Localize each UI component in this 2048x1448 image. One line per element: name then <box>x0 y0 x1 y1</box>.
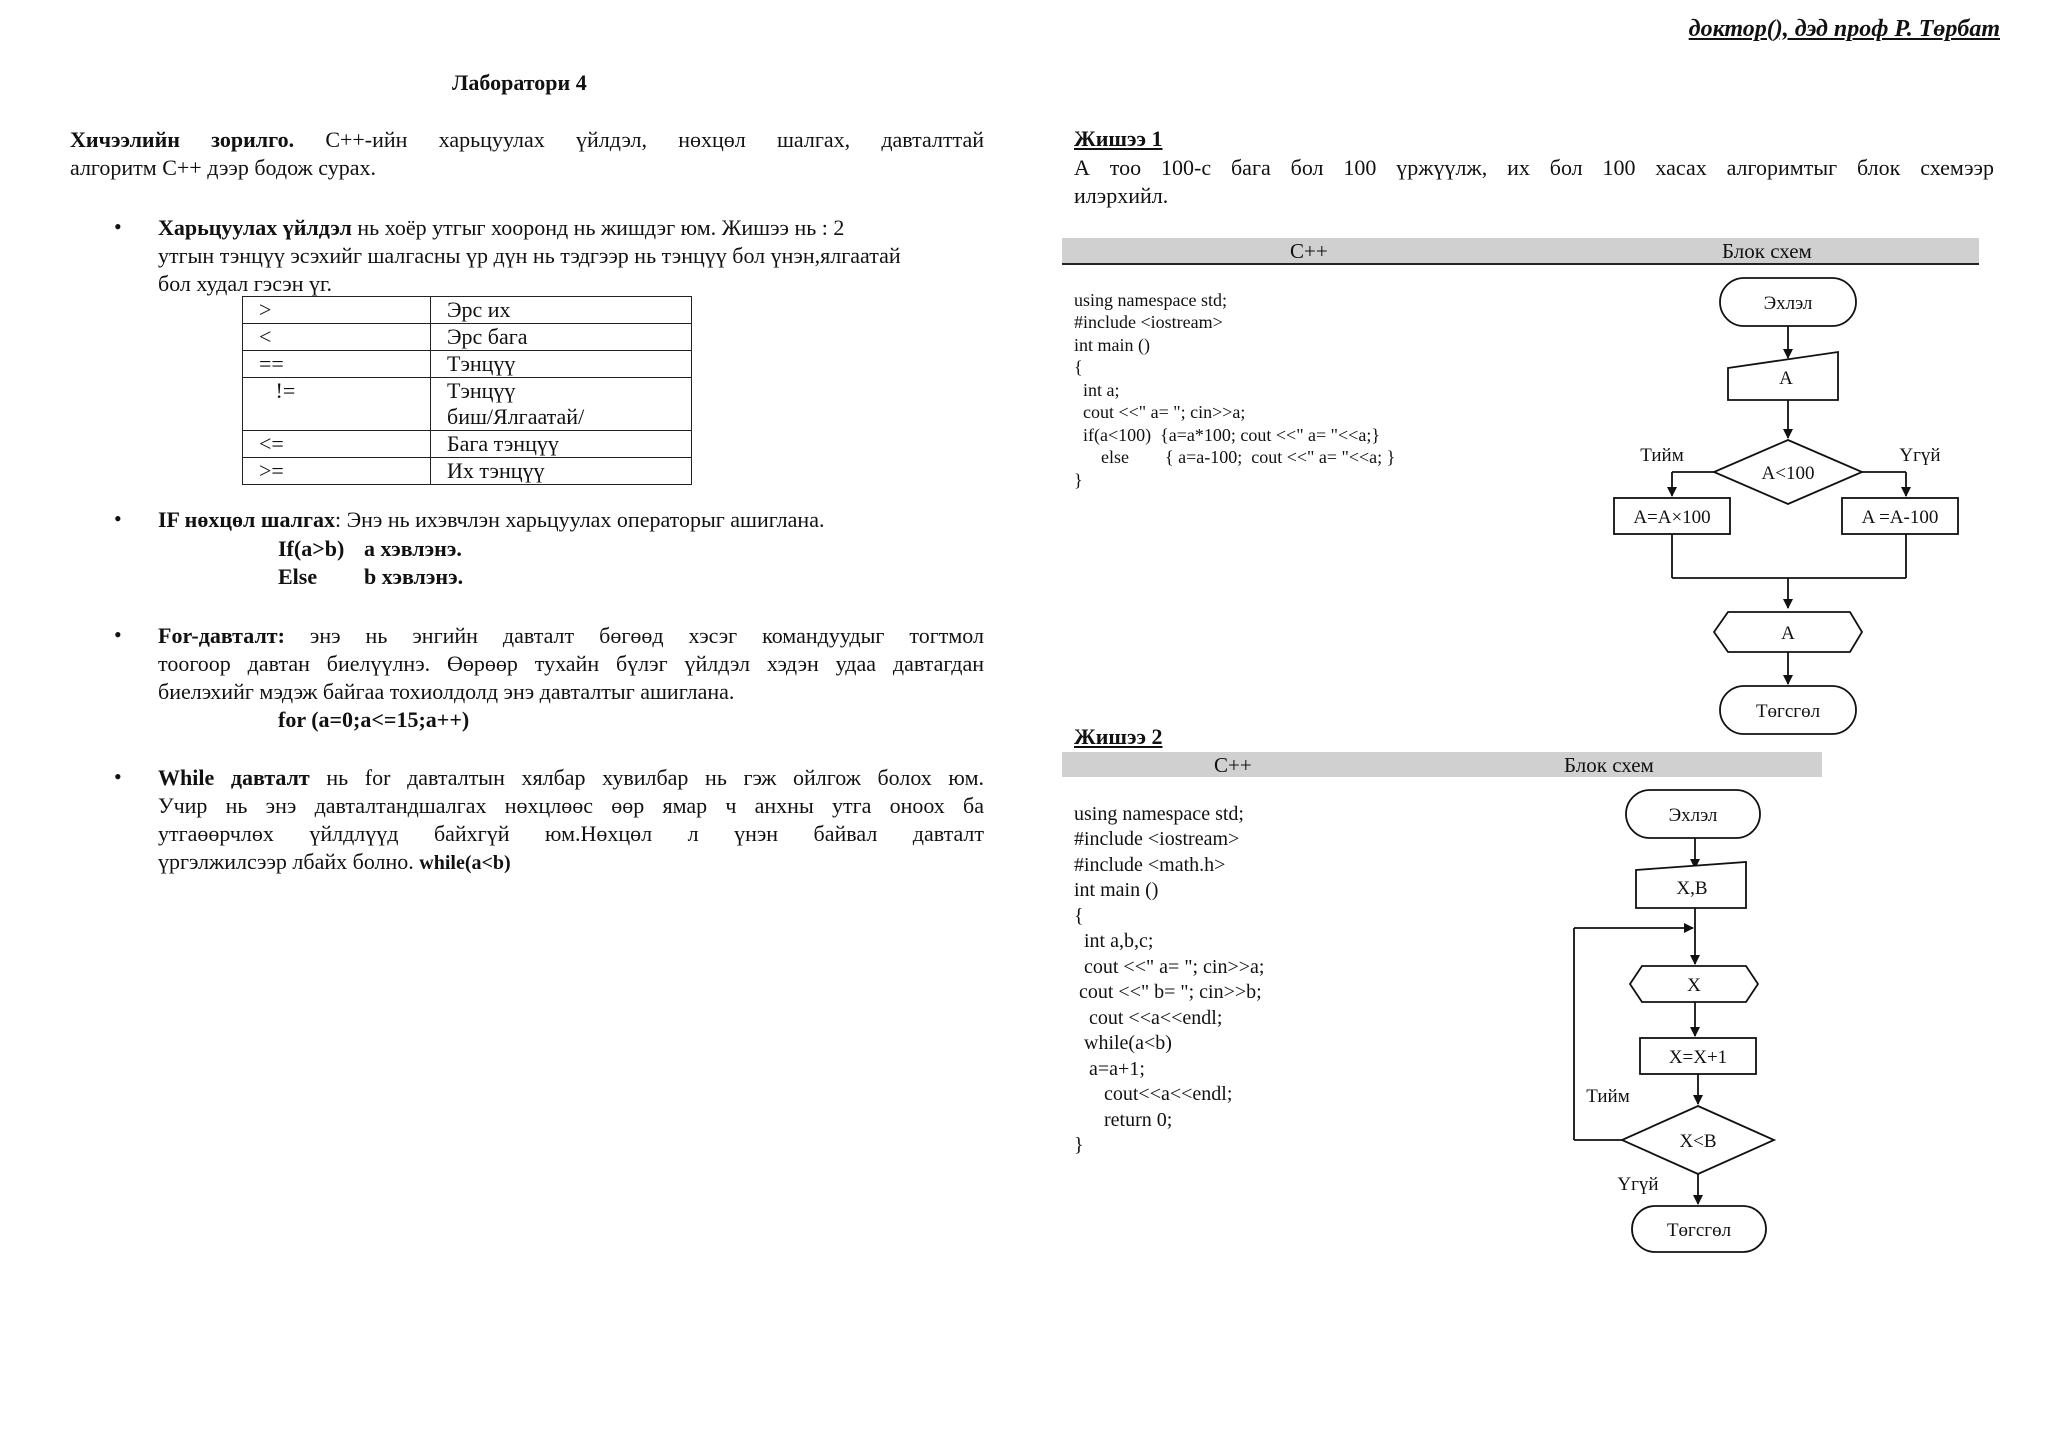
if-code-1b: a хэвлэнэ. <box>364 536 462 561</box>
example1-desc-line2: илэрхийл. <box>1074 183 1169 208</box>
flow-no-action: A =A-100 <box>1861 507 1939 528</box>
bullet-dot: • <box>114 506 122 531</box>
table-cell-op: >= <box>243 458 431 485</box>
flow-no-label: Үгүй <box>1899 445 1941 466</box>
while-text-3: утгаөөрчлөх үйлдлүүд байхгүй юм.Нөхцөл л үнэн байвал давталт <box>158 821 984 846</box>
table-cell-op: <= <box>243 431 431 458</box>
table-row <box>243 378 692 431</box>
code-line: cout <<" a= "; cin>>a; <box>1074 955 1265 978</box>
while-text-2: Учир нь энэ давталтандшалгах нөхцлөөс өөр ямар ч анхны утга оноох ба <box>158 793 984 818</box>
table-row <box>243 297 692 324</box>
code-line: else { a=a-100; cout <<" a= "<<a; } <box>1074 447 1396 467</box>
code-line: #include <iostream> <box>1074 312 1223 332</box>
flow-no-label: Үгүй <box>1617 1174 1659 1195</box>
code-line: a=a+1; <box>1074 1057 1145 1080</box>
code-line: int a; <box>1074 379 1120 400</box>
for-code: for (a=0;a<=15;a++) <box>278 707 470 732</box>
flow-start-label: Эхлэл <box>1763 293 1813 314</box>
author-header: доктор(), дэд проф Р. Төрбат <box>1688 16 2000 42</box>
flow-yes-label: Тийм <box>1640 445 1684 466</box>
goal-text-1: C++-ийн харьцуулах үйлдэл, нөхцөл шалгах, давталттай <box>294 127 984 152</box>
code-line: cout <<" a= "; cin>>a; <box>1074 402 1246 422</box>
example2-title: Жишээ 2 <box>1074 724 1163 749</box>
code-line: return 0; <box>1074 1108 1173 1131</box>
table-row <box>243 458 692 485</box>
example1-header-bar <box>1062 238 1979 265</box>
code-line: cout<<a<<endl; <box>1074 1083 1233 1105</box>
flow-increment-label: X=X+1 <box>1668 1047 1728 1068</box>
table-cell-meaning: Тэнцүү <box>431 351 692 378</box>
table-row <box>243 431 692 458</box>
example1-flowchart <box>1590 270 1990 740</box>
code-line: using namespace std; <box>1074 802 1244 825</box>
example2-col-cpp: C++ <box>1214 753 1252 777</box>
while-text-1: нь for давталтын хялбар хувилбар нь гэж ойлгож болох юм. <box>309 765 984 790</box>
example1-col-block: Блок схем <box>1722 239 1812 263</box>
compare-text-1: нь хоёр утгыг хооронд нь жишдэг юм. Жишээ нь : 2 <box>351 215 845 240</box>
bullet-dot: • <box>114 214 122 239</box>
code-line: int main () <box>1074 334 1150 355</box>
for-text-3: биелэхийг мэдэж байгаа тохиолдолд энэ давталтыг ашиглана. <box>158 679 735 704</box>
code-line: cout <<a<<endl; <box>1074 1006 1223 1029</box>
table-cell-meaning <box>431 378 692 431</box>
bullet-while <box>158 764 984 877</box>
code-line: int main () <box>1074 879 1159 901</box>
compare-text-3: бол худал гэсэн үг. <box>158 271 333 296</box>
goal-paragraph <box>70 126 984 182</box>
bullet-if <box>158 506 984 534</box>
table-cell-op: != <box>243 378 431 431</box>
example2-code <box>1074 776 1264 1184</box>
code-line: if(a<100) {a=a*100; cout <<" a= "<<a;} <box>1074 424 1380 445</box>
for-text-2: тоогоор давтан биелүүлнэ. Өөрөөр тухайн бүлэг үйлдэл хэдэн удаа давтагдан <box>158 651 984 676</box>
code-line: while(a<b) <box>1074 1032 1172 1054</box>
example1-col-cpp: C++ <box>1290 239 1328 263</box>
table-row <box>243 351 692 378</box>
example1-code <box>1074 266 1395 514</box>
bullet-for <box>158 622 984 706</box>
example2-flowchart <box>1560 784 1800 1260</box>
goal-text-2: алгоритм C++ дээр бодож сурах. <box>70 155 376 180</box>
flow-input-label: A <box>1779 368 1793 389</box>
code-line: #include <iostream> <box>1074 828 1240 850</box>
flow-condition-label: A<100 <box>1761 463 1815 484</box>
if-code-2a: Else <box>278 564 318 589</box>
code-line: { <box>1074 904 1084 927</box>
if-code-2b: b хэвлэнэ. <box>364 564 464 589</box>
example2-col-block: Блок схем <box>1564 753 1654 777</box>
flow-end-label: Төгсгөл <box>1666 1220 1732 1241</box>
example1-title: Жишээ 1 <box>1074 126 1163 151</box>
code-line: using namespace std; <box>1074 289 1227 310</box>
for-text-1: энэ нь энгийн давталт бөгөөд хэсэг командуудыг тогтмол <box>284 623 984 648</box>
operators-table <box>242 296 692 485</box>
example2-header-bar <box>1062 752 1822 777</box>
flow-start-label: Эхлэл <box>1668 805 1718 826</box>
table-cell-meaning: Эрс их <box>431 297 692 324</box>
table-cell-meaning-line2: биш/Ялгаатай/ <box>447 404 585 429</box>
if-text: : Энэ нь ихэвчлэн харьцуулах операторыг ашиглана. <box>334 507 825 532</box>
code-line: } <box>1074 469 1083 490</box>
table-cell-meaning: Бага тэнцүү <box>431 431 692 458</box>
flow-condition-label: X<B <box>1679 1131 1717 1152</box>
table-row <box>243 324 692 351</box>
bullet-compare <box>158 214 984 298</box>
page-title: Лаборатори 4 <box>452 70 587 95</box>
table-cell-op: < <box>243 324 431 351</box>
bullet-dot: • <box>114 764 122 789</box>
code-line: #include <math.h> <box>1074 853 1226 876</box>
bullet-dot: • <box>114 622 122 647</box>
if-code-1a: If(a>b) <box>278 536 345 561</box>
compare-label: Харьцуулах үйлдэл <box>158 215 352 240</box>
example1-description <box>1074 154 1994 210</box>
table-cell-op: == <box>243 351 431 378</box>
for-label: For-давталт: <box>158 623 285 648</box>
while-text-4: үргэлжилсээр лбайх болно. <box>158 849 420 874</box>
flow-output-label: A <box>1781 623 1795 644</box>
flow-yes-label: Тийм <box>1586 1086 1630 1107</box>
while-label: While давталт <box>158 765 310 790</box>
goal-label: Хичээлийн зорилго. <box>70 127 295 152</box>
while-code: while(a<b) <box>419 852 511 874</box>
compare-text-2: утгын тэнцүү эсэхийг шалгасны үр дүн нь тэдгээр нь тэнцүү бол үнэн,ялгаатай <box>158 243 901 268</box>
flow-input-label: X,B <box>1676 878 1708 899</box>
table-cell-meaning-line1: Тэнцүү <box>447 378 516 403</box>
code-line: cout <<" b= "; cin>>b; <box>1074 981 1262 1003</box>
flow-output-label: X <box>1687 975 1701 996</box>
if-label: IF нөхцөл шалгах <box>158 507 335 532</box>
example1-desc-line1: А тоо 100-с бага бол 100 үржүүлж, их бол 100 хасах алгоримтыг блок схемээр <box>1074 155 1994 180</box>
code-line: } <box>1074 1134 1084 1156</box>
code-line: { <box>1074 357 1083 377</box>
table-cell-meaning: Эрс бага <box>431 324 692 351</box>
flow-yes-action: A=A×100 <box>1633 507 1711 528</box>
table-cell-meaning: Их тэнцүү <box>431 458 692 485</box>
code-line: int a,b,c; <box>1074 930 1154 952</box>
flow-end-label: Төгсгөл <box>1755 701 1821 722</box>
table-cell-op: > <box>243 297 431 324</box>
